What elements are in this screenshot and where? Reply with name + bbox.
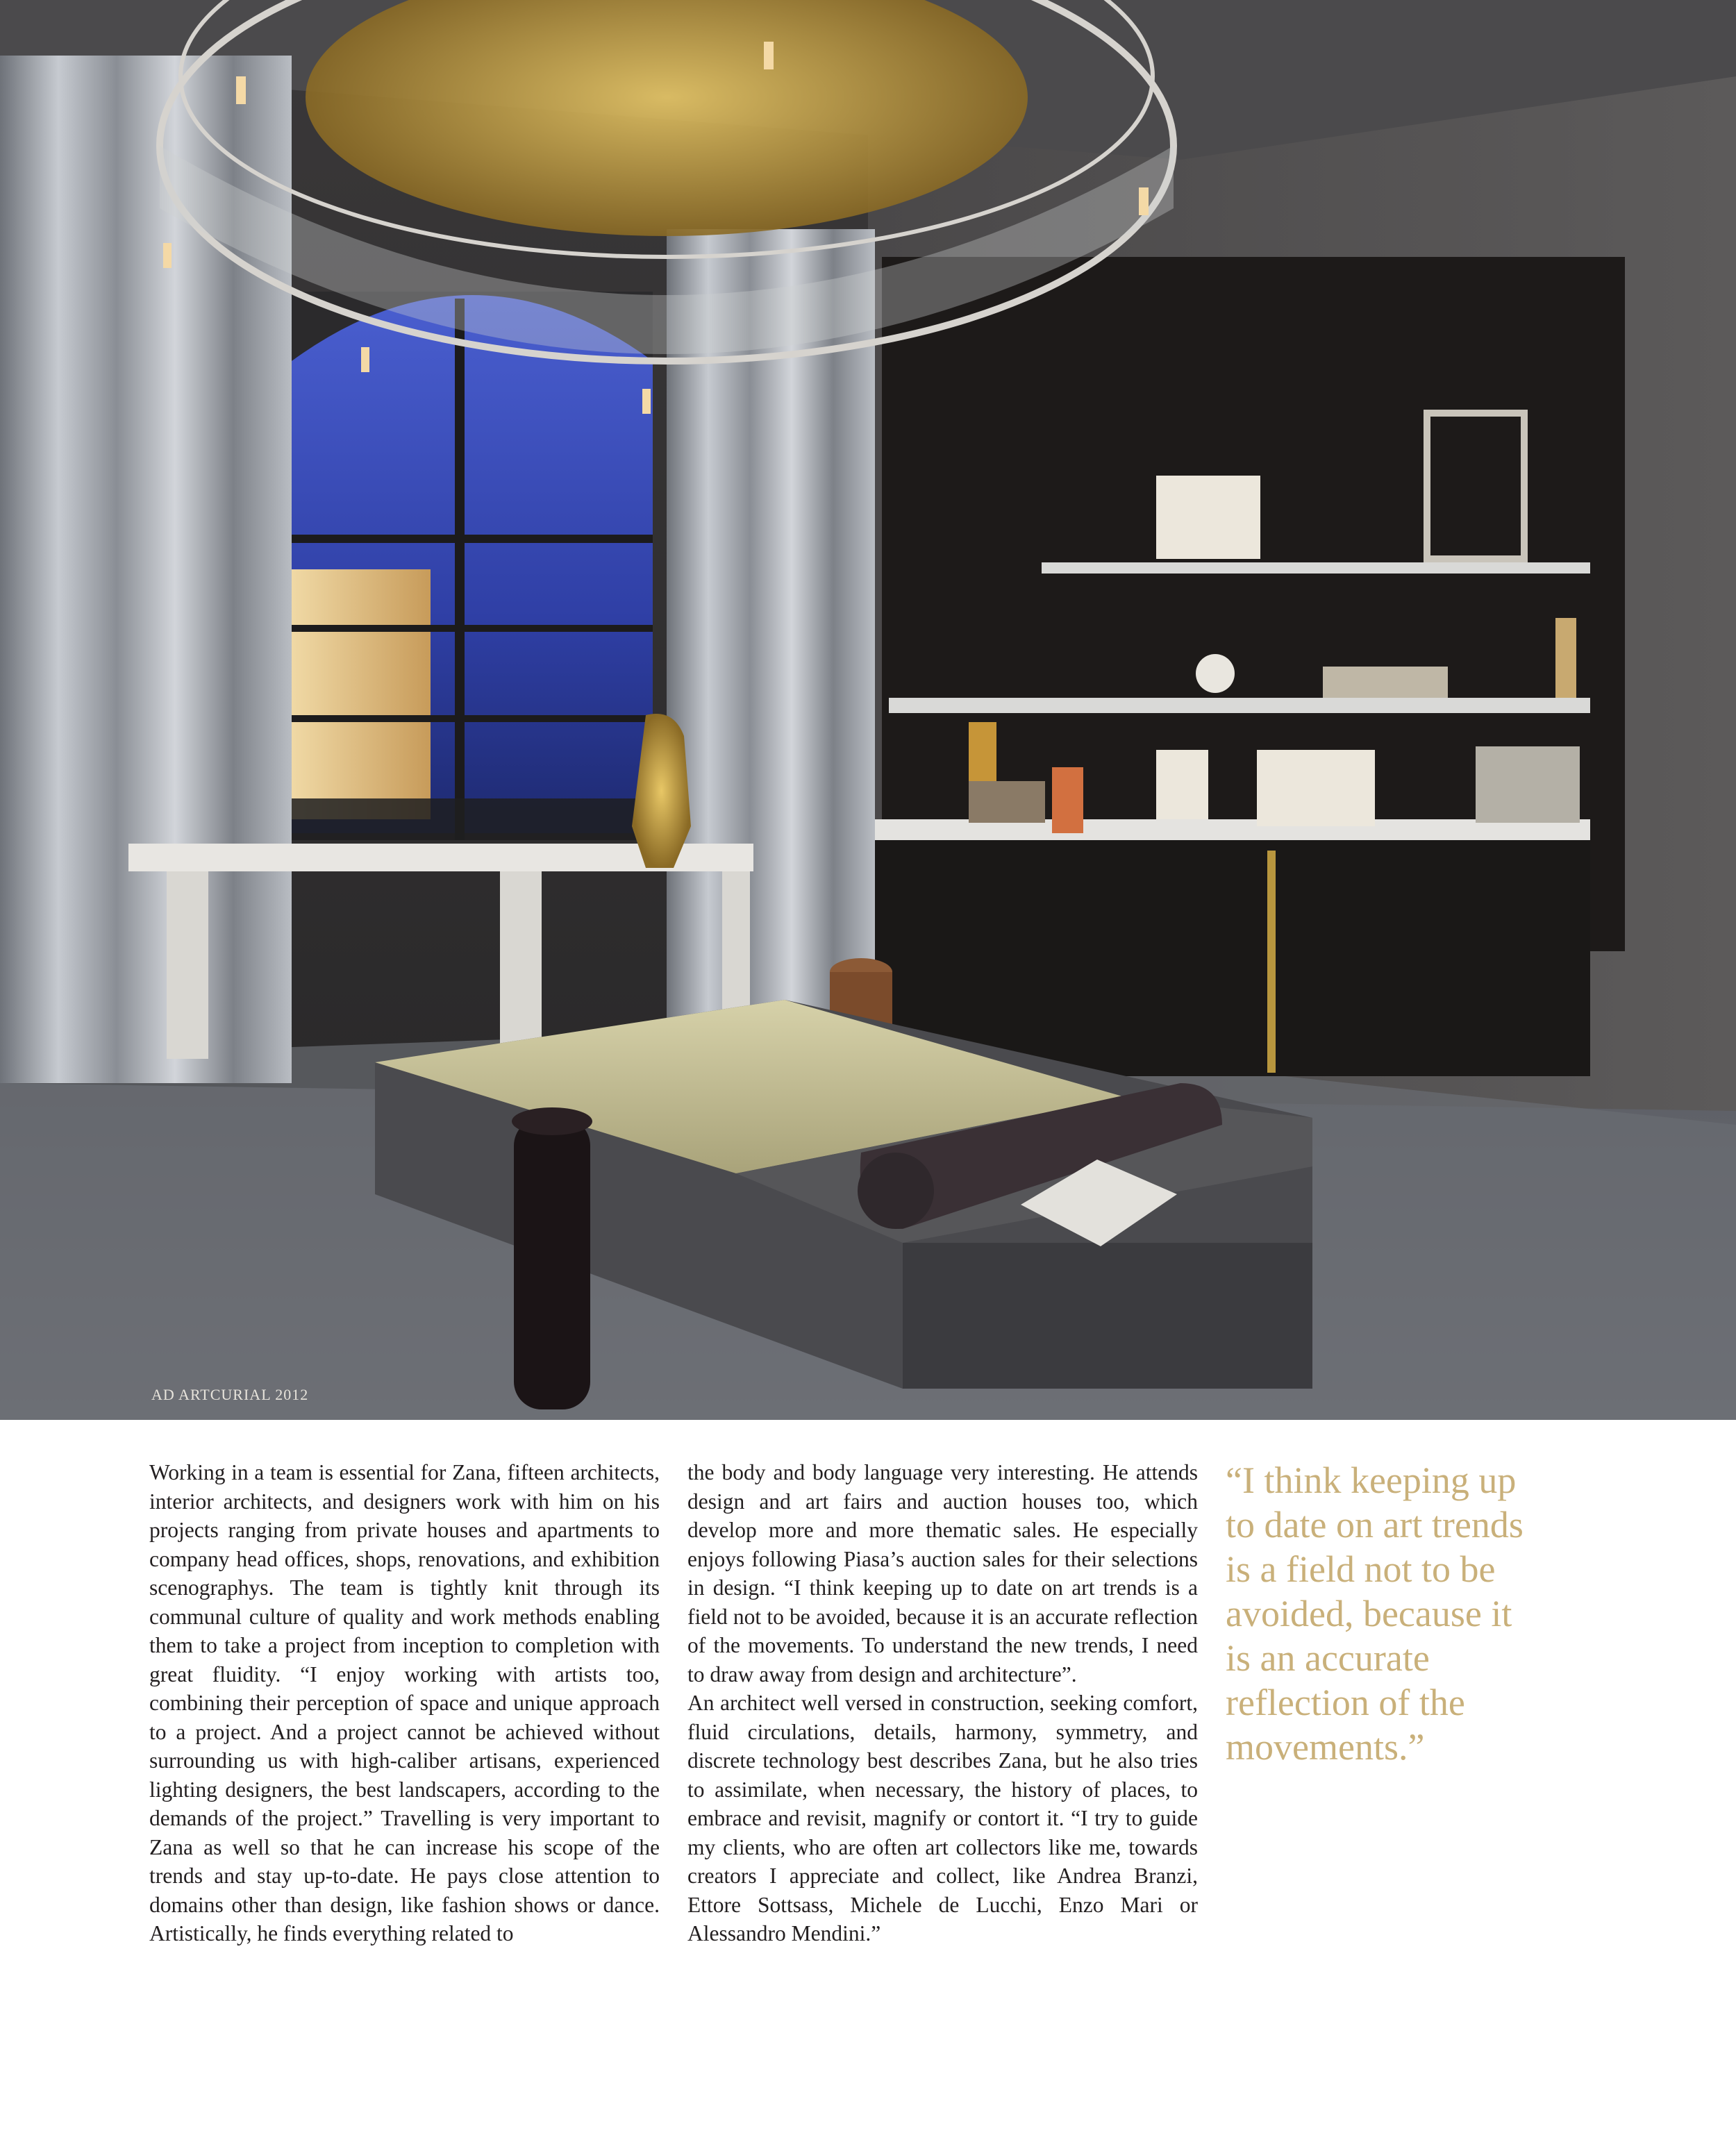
pull-quote: “I think keeping up to date on art trends is a field not to be avoided, because it is an accurate reflection of the movements.” xyxy=(1226,1459,1524,1768)
column-2-paragraph-2: An architect well versed in construction, seeking comfort, fluid circulations, details, harmony, symmetry, and discrete technology best describes Zana, but he also tries to assimilate, when necessary, the history of places, to embrace and revisit, magnify or contort it. “I try to guide my clients, who are often art collectors like me, towards creators I appreciate and collect, like Andrea Branzi, Ettore Sottsass, Michele de Lucchi, Enzo Mari or Alessandro Mendini.” xyxy=(687,1691,1198,1945)
article-column-2 xyxy=(687,1458,1198,1948)
column-2-paragraph-1: the body and body language very interesting. He attends design and art fairs and auction houses too, which develop more and more thematic sales. He especially enjoys following Piasa’s auction sales for their selections in design. “I think keeping up to date on art trends is a field not to be avoided, because it is an accurate reflection of the movements. To understand the new trends, I need to draw away from design and architecture”. xyxy=(687,1460,1198,1687)
article-column-1 xyxy=(149,1458,660,1948)
photo-credit: AD ARTCURIAL 2012 xyxy=(151,1386,309,1403)
column-1-text: Working in a team is essential for Zana, fifteen architects, interior architects, and designers work with him on his projects ranging from private houses and apartments to company head offices, shops, renovations, and exhibition scenographys. The team is tightly knit through its communal culture of quality and work methods enabling them to take a project from inception to completion with great fluidity. “I enjoy working with artists too, combining their perception of space and unique approach to a project. And a project cannot be achieved without surrounding us with high-caliber artisans, experienced lighting designers, the best landscapers, according to the demands of the project.” Travelling is very important to Zana as well so that he can increase his scope of the trends and stay up-to-date. He pays close attention to domains other than design, like fashion shows or dance. Artistically, he finds everything related to xyxy=(149,1460,660,1945)
